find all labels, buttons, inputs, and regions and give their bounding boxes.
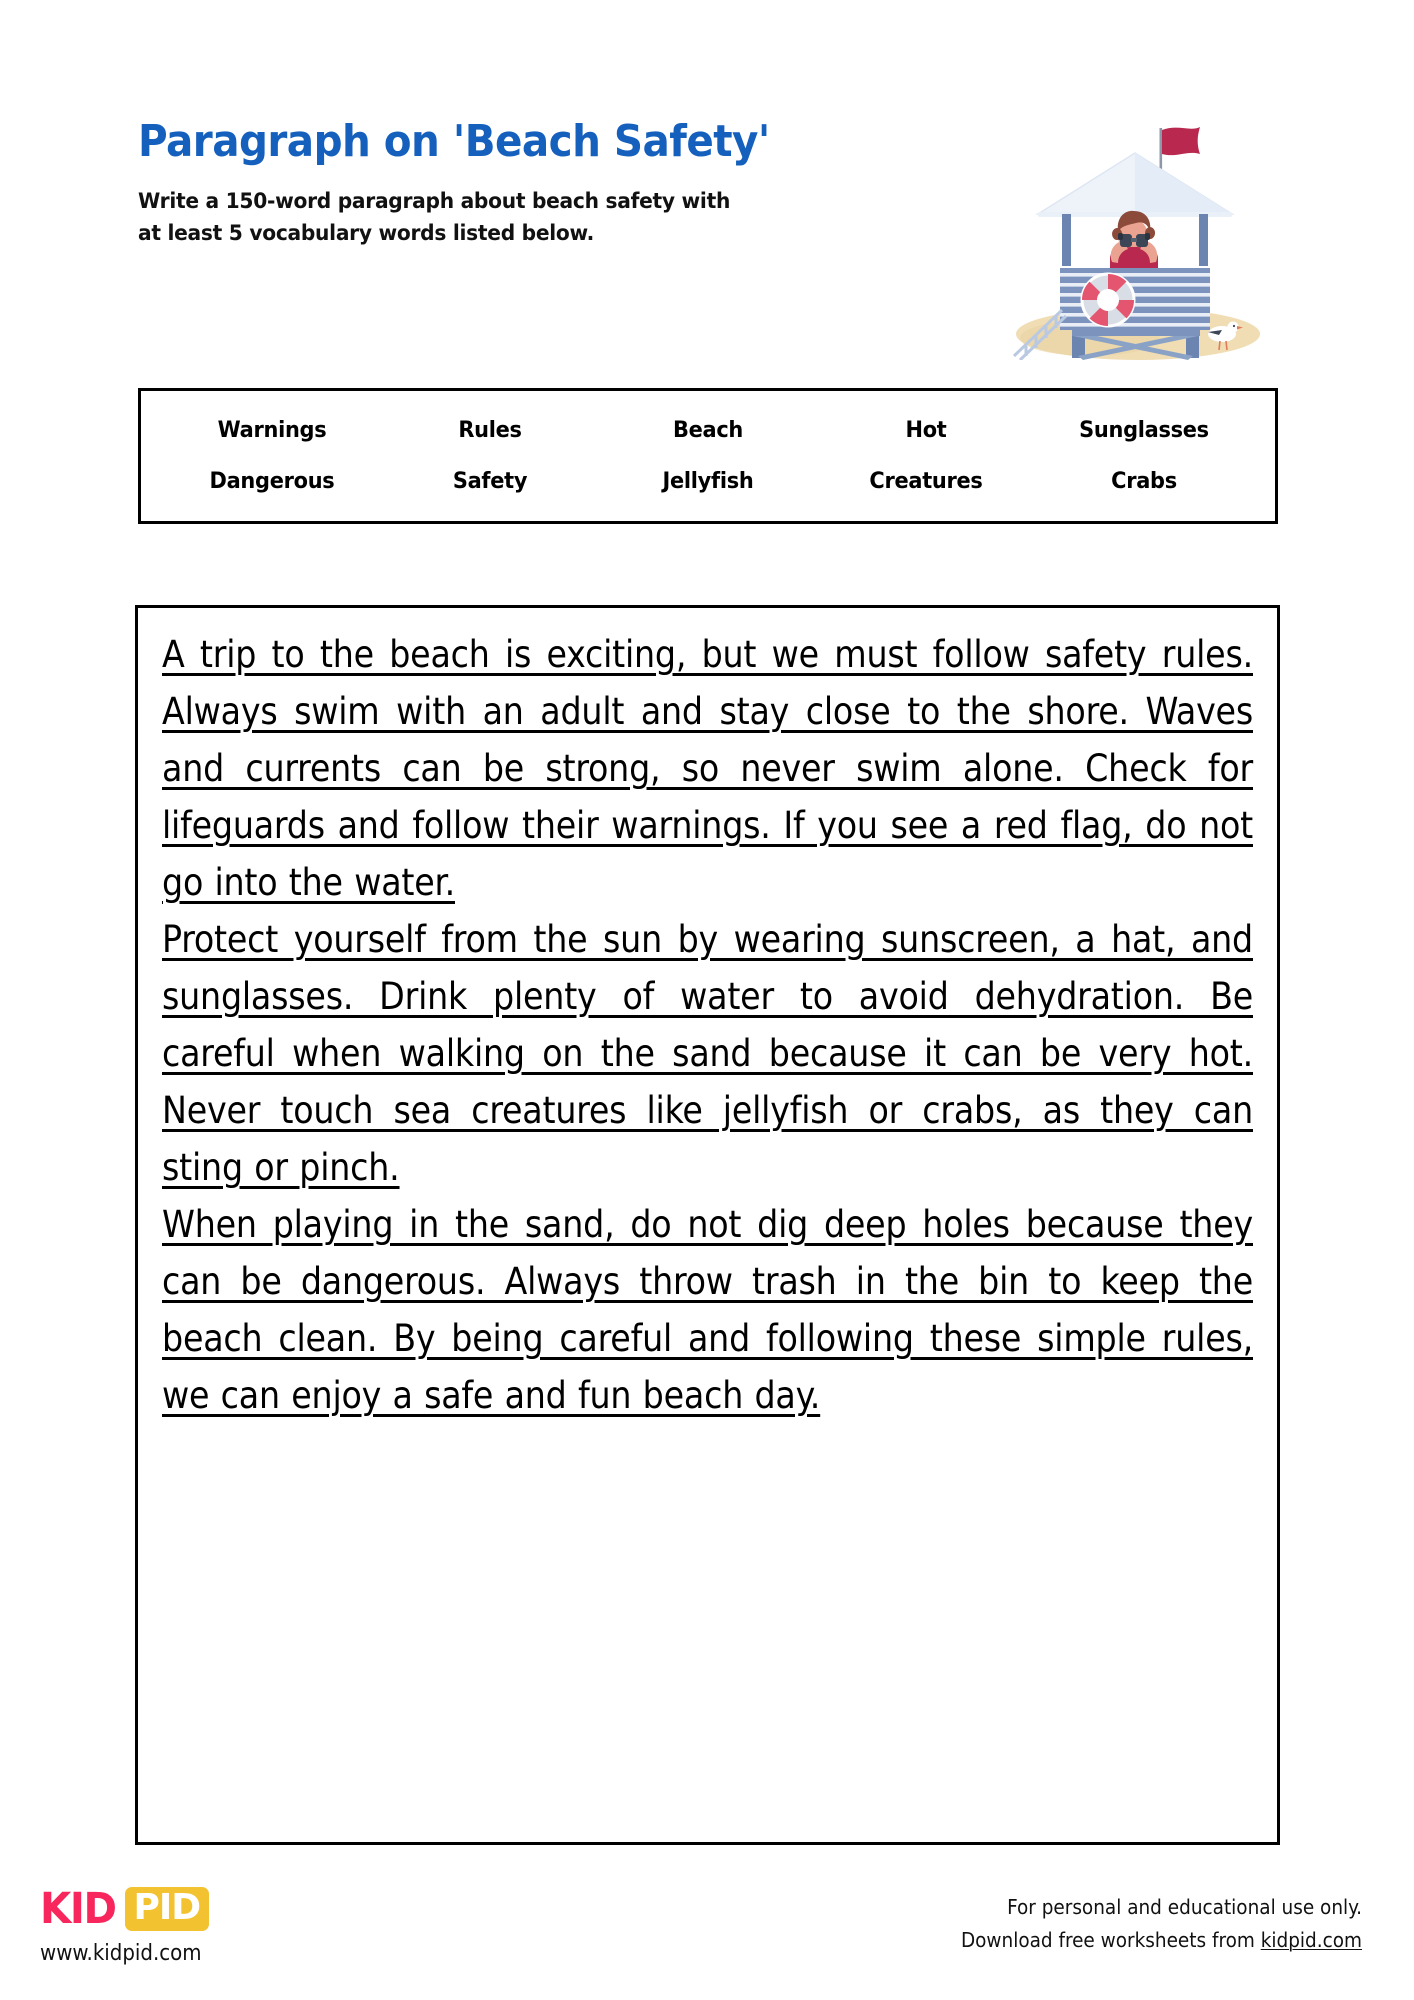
logo-kid-text: KID [40,1883,116,1934]
vocab-word: Rules [458,418,522,443]
vocab-word: Warnings [217,418,327,443]
page-footer [0,1875,1414,2000]
vocabulary-word-bank [138,388,1278,524]
vocabulary-row-1 [141,418,1275,443]
vocab-word: Hot [905,418,947,443]
kidpid-logo-mark [40,1883,209,1935]
kidpid-link[interactable]: kidpid.com [1260,1928,1362,1953]
worksheet-header [138,116,1278,370]
vocab-word: Crabs [1111,469,1177,494]
page-title: Paragraph on 'Beach Safety' [138,116,770,167]
vocab-word: Sunglasses [1079,418,1209,443]
kidpid-logo[interactable] [40,1883,209,1966]
vocab-word: Creatures [869,469,983,494]
vocab-word: Dangerous [209,469,335,494]
footer-note-line-1: For personal and educational use only. [1007,1895,1362,1919]
vocab-word: Safety [452,469,528,494]
lifeguard-tower-illustration [1000,110,1270,360]
header-text-block [138,116,928,250]
page-instructions [138,186,881,250]
footer-note-line-2 [961,1924,1362,1957]
vocabulary-row-2 [141,469,1275,494]
answer-writing-area[interactable] [135,605,1280,1845]
kidpid-website-url[interactable]: www.kidpid.com [40,1941,202,1966]
answer-paragraph-1: A trip to the beach is exciting, but we must follow safety rules. Always swim with an adult and stay close to the shore. Waves and currents can be strong, so never swim alone. Check for lifeguards and follow their warnings. If you see a red flag, do not go into the water. [162,633,1253,904]
vocab-word: Jellyfish [662,469,754,494]
instruction-line-1: Write a 150-word paragraph about beach safety with [138,189,731,214]
vocab-word: Beach [672,418,744,443]
logo-pid-badge: PID [125,1887,210,1931]
answer-paragraph-3: When playing in the sand, do not dig deep holes because they can be dangerous. Always throw trash in the bin to keep the beach clean. By being careful and following these simple rules, we can enjoy a safe and fun beach day. [162,1203,1253,1417]
footer-note-prefix: Download free worksheets from [960,1928,1261,1953]
answer-paragraph-2: Protect yourself from the sun by wearing sunscreen, a hat, and sunglasses. Drink plenty of water to avoid dehydration. Be careful when walking on the sand because it can be very hot. Never touch sea creatures like jellyfish or crabs, as they can sting or pinch. [162,918,1253,1189]
instruction-line-2: at least 5 vocabulary words listed below. [138,220,595,246]
footer-usage-note [961,1891,1362,1957]
